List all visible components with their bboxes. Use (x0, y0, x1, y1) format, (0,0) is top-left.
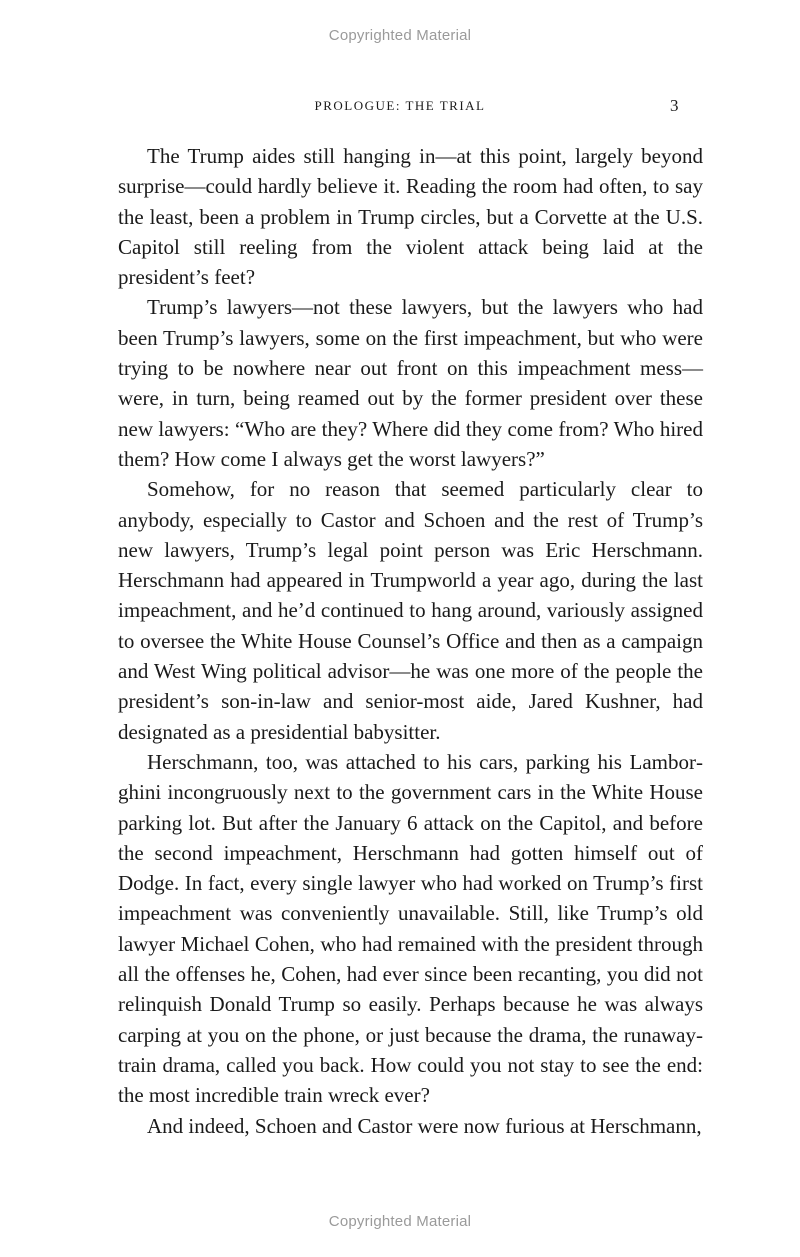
paragraph: Trump’s lawyers—not these lawyers, but the lawyers who had been Trump’s lawyers, some on the first impeachment, but who were trying to be nowhere near out front on this impeachment mess—were, in turn, being reamed out by the former president over these new lawyers: “Who are they? Where did they come from? Who hired them? How come I always get the worst lawyers?” (118, 295, 703, 471)
paragraph: Herschmann, too, was attached to his cars, parking his Lamborghini incongruously next to the government cars in the White House parking lot. But after the January 6 attack on the Capitol, and before the second impeachment, Herschmann had gotten himself out of Dodge. In fact, every single lawyer who had worked on Trump’s first impeachment was conveniently unavailable. Still, like Trump’s old lawyer Michael Cohen, who had remained with the president through all the offenses he, Cohen, had ever since been recanting, you did not relinquish Donald Trump so easily. Perhaps because he was always carping at you on the phone, or just because the drama, the runaway-train drama, called you back. How could you not stay to see the end: the most incredible train wreck ever? (118, 749, 703, 1108)
copyright-watermark-bottom: Copyrighted Material (328, 1213, 472, 1230)
paragraph: The Trump aides still hanging in—at this point, largely beyond surprise—could hardly believe it. Reading the room had often, to say the least, been a problem in Trump circles, but a Corvette at the U.S. Capitol still reeling from the violent attack being laid at the president’s feet? (118, 144, 703, 290)
body-text (118, 141, 703, 1141)
paragraph: And indeed, Schoen and Castor were now furious at Herschmann, (147, 1113, 702, 1138)
page-number: 3 (670, 96, 679, 115)
copyright-watermark-top: Copyrighted Material (328, 27, 472, 44)
paragraph: Somehow, for no reason that seemed particularly clear to anybody, especially to Castor and Schoen and the rest of Trump’s new lawyers, Trump’s legal point person was Eric Herschmann. Herschmann had appeared in Trumpworld a year ago, during the last impeachment, and he’d continued to hang around, variously assigned to oversee the White House Counsel’s Office and then as a campaign and West Wing political advisor—he was one more of the people the president’s son-in-law and senior-most aide, Jared Kushner, had designated as a presidential babysitter. (118, 477, 703, 744)
running-head: PROLOGUE: THE TRIAL (314, 98, 486, 113)
